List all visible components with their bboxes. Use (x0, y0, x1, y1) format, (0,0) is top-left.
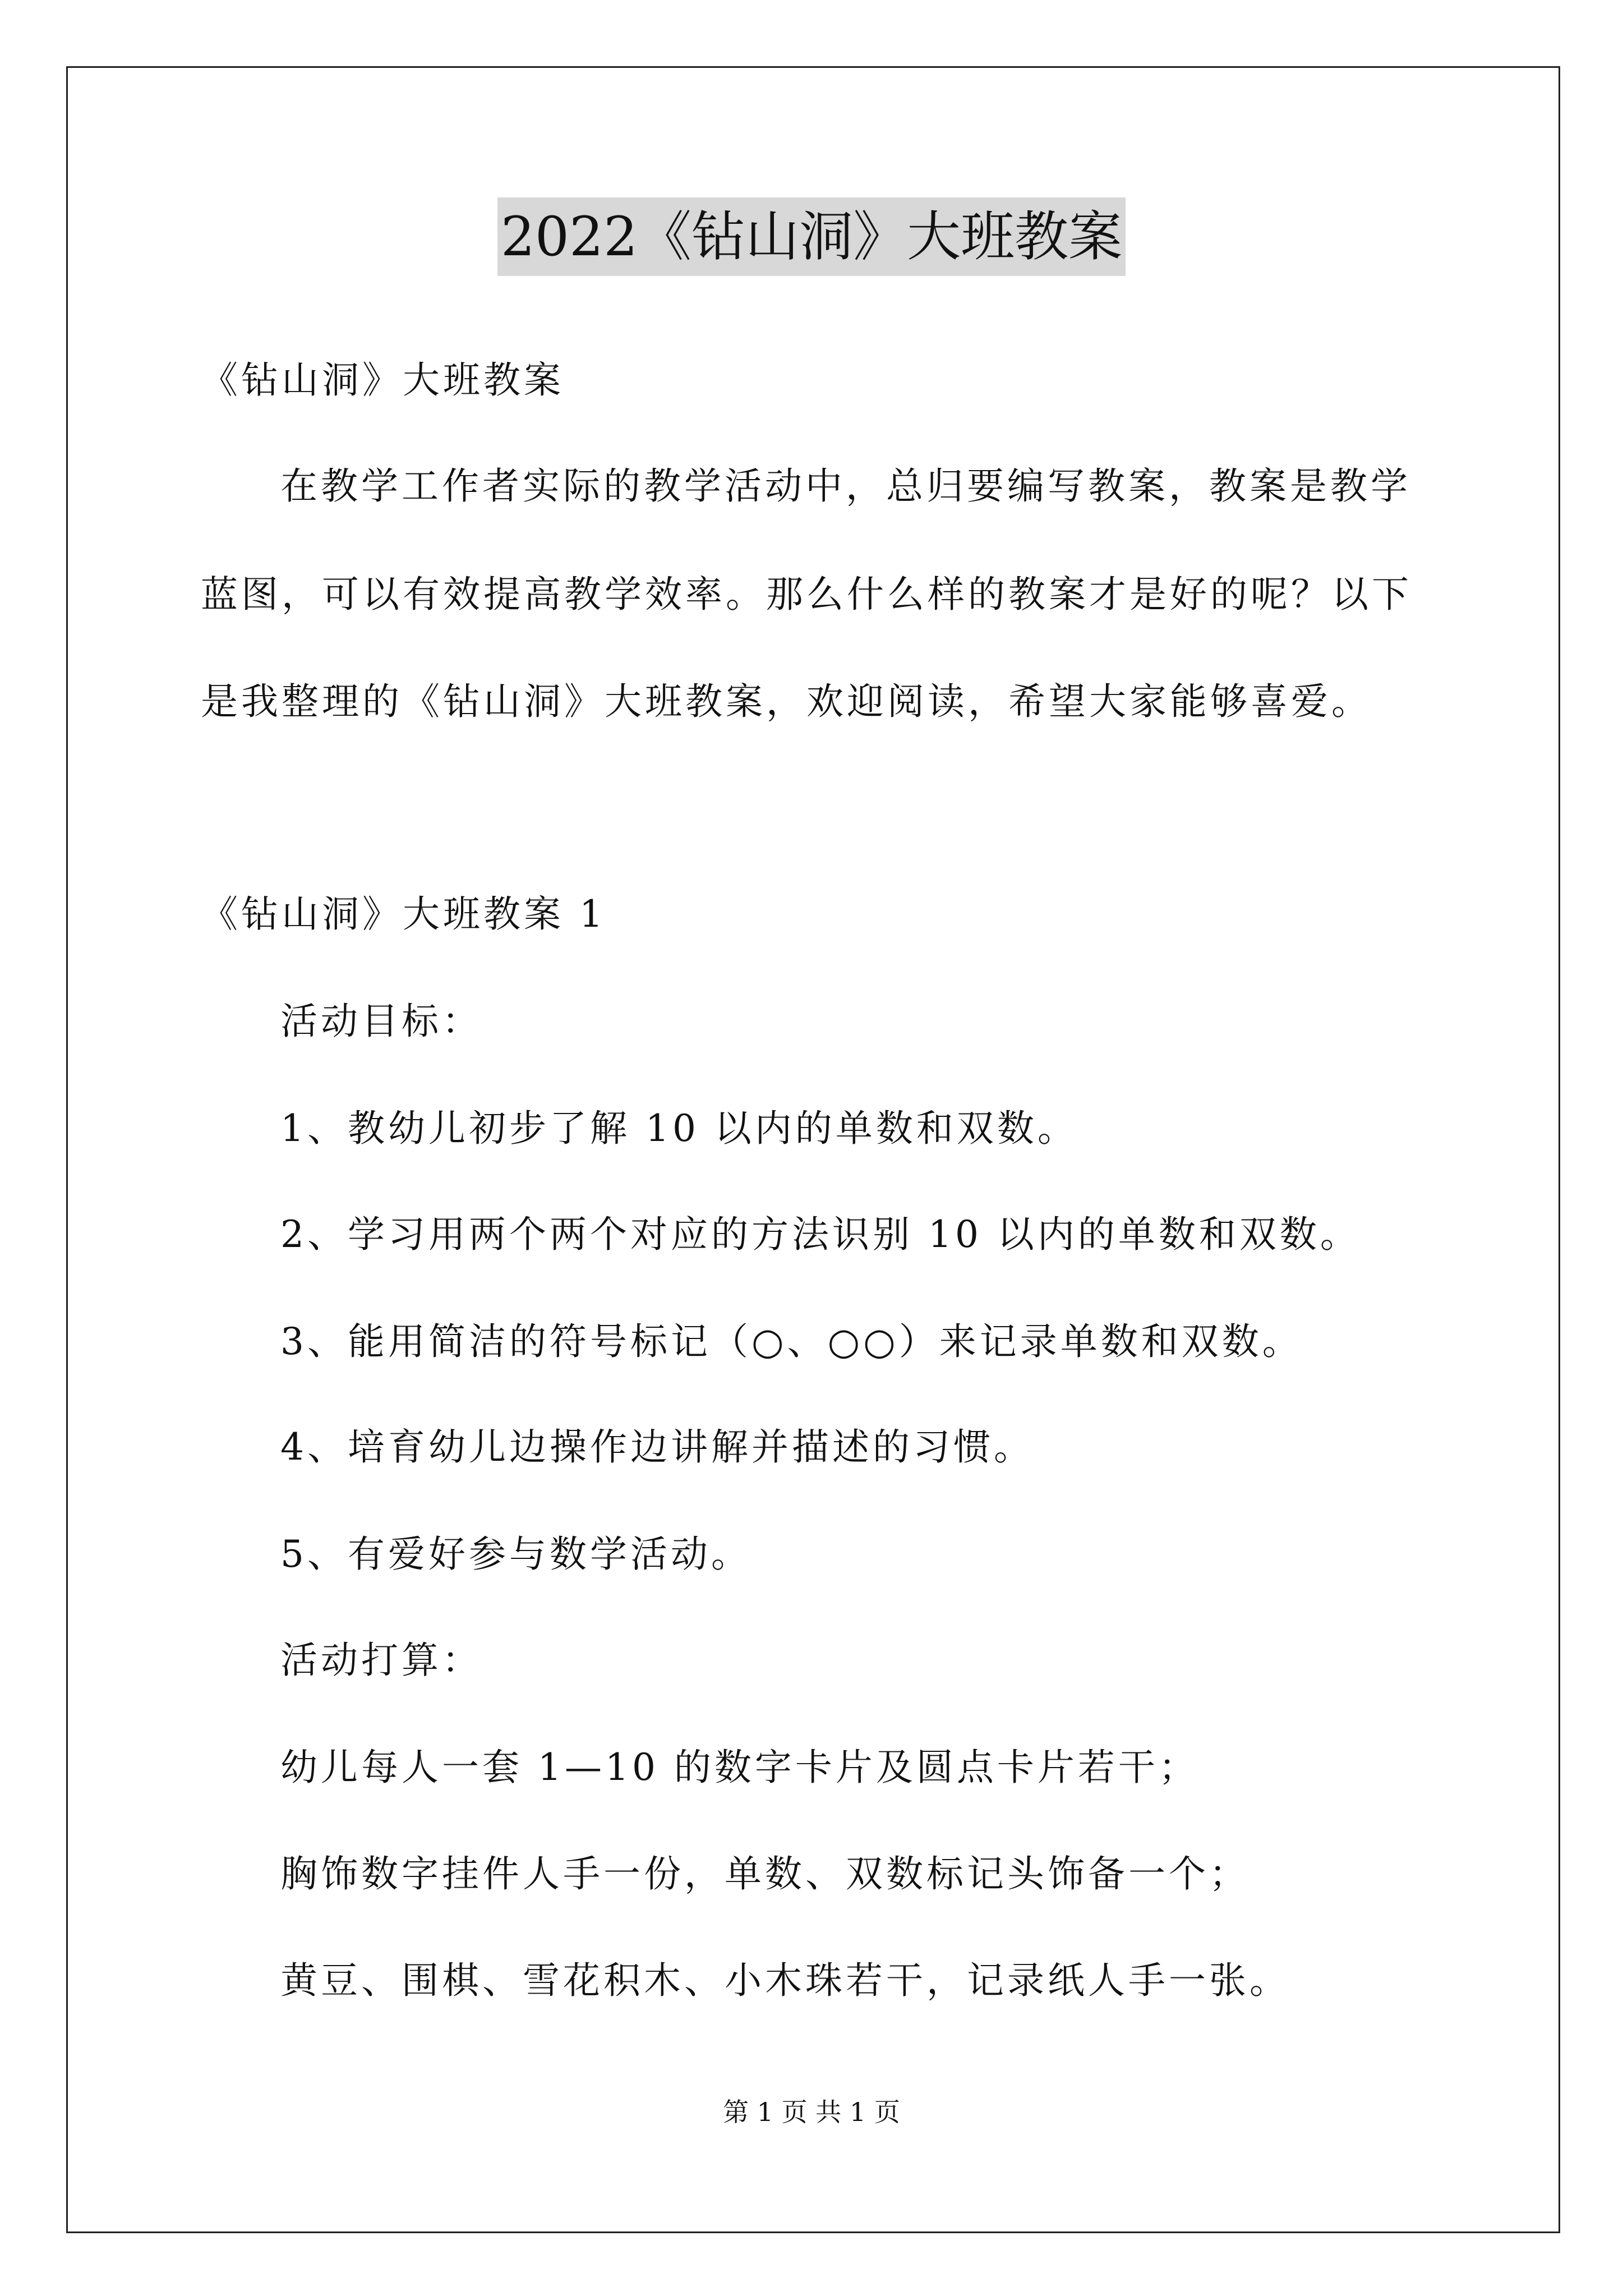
page-footer: 第 1 页 共 1 页 (723, 2097, 900, 2127)
intro-line-2: 蓝图，可以有效提高教学效率。那么什么样的教案才是好的呢？以下 (201, 573, 1412, 616)
goal-item-4: 4、培育幼儿边操作边讲解并描述的习惯。 (280, 1425, 1034, 1469)
document-subtitle: 《钻山洞》大班教案 (201, 358, 564, 402)
goal-item-1: 1、教幼儿初步了解 10 以内的单数和双数。 (280, 1107, 1078, 1150)
prep-item-1: 幼儿每人一套 1—10 的数字卡片及圆点卡片若干； (280, 1746, 1199, 1789)
goal-item-2: 2、学习用两个两个对应的方法识别 10 以内的单数和双数。 (280, 1213, 1361, 1256)
intro-line-3: 是我整理的《钻山洞》大班教案，欢迎阅读，希望大家能够喜爱。 (201, 680, 1372, 723)
section-heading: 《钻山洞》大班教案 1 (201, 892, 606, 936)
prep-heading: 活动打算： (280, 1639, 482, 1682)
goal-item-3: 3、能用简洁的符号标记（○、○○）来记录单数和双数。 (280, 1320, 1303, 1363)
prep-item-3: 黄豆、围棋、雪花积木、小木珠若干，记录纸人手一张。 (280, 1959, 1290, 2002)
goal-item-5: 5、有爱好参与数学活动。 (280, 1533, 751, 1576)
document-title (0, 197, 1623, 276)
intro-line-1: 在教学工作者实际的教学活动中，总归要编写教案，教案是教学 (280, 464, 1411, 508)
goals-heading: 活动目标： (280, 1000, 482, 1043)
document-title-text: 2022《钻山洞》大班教案 (497, 197, 1126, 276)
prep-item-2: 胸饰数字挂件人手一份，单数、双数标记头饰备一个； (280, 1852, 1249, 1895)
